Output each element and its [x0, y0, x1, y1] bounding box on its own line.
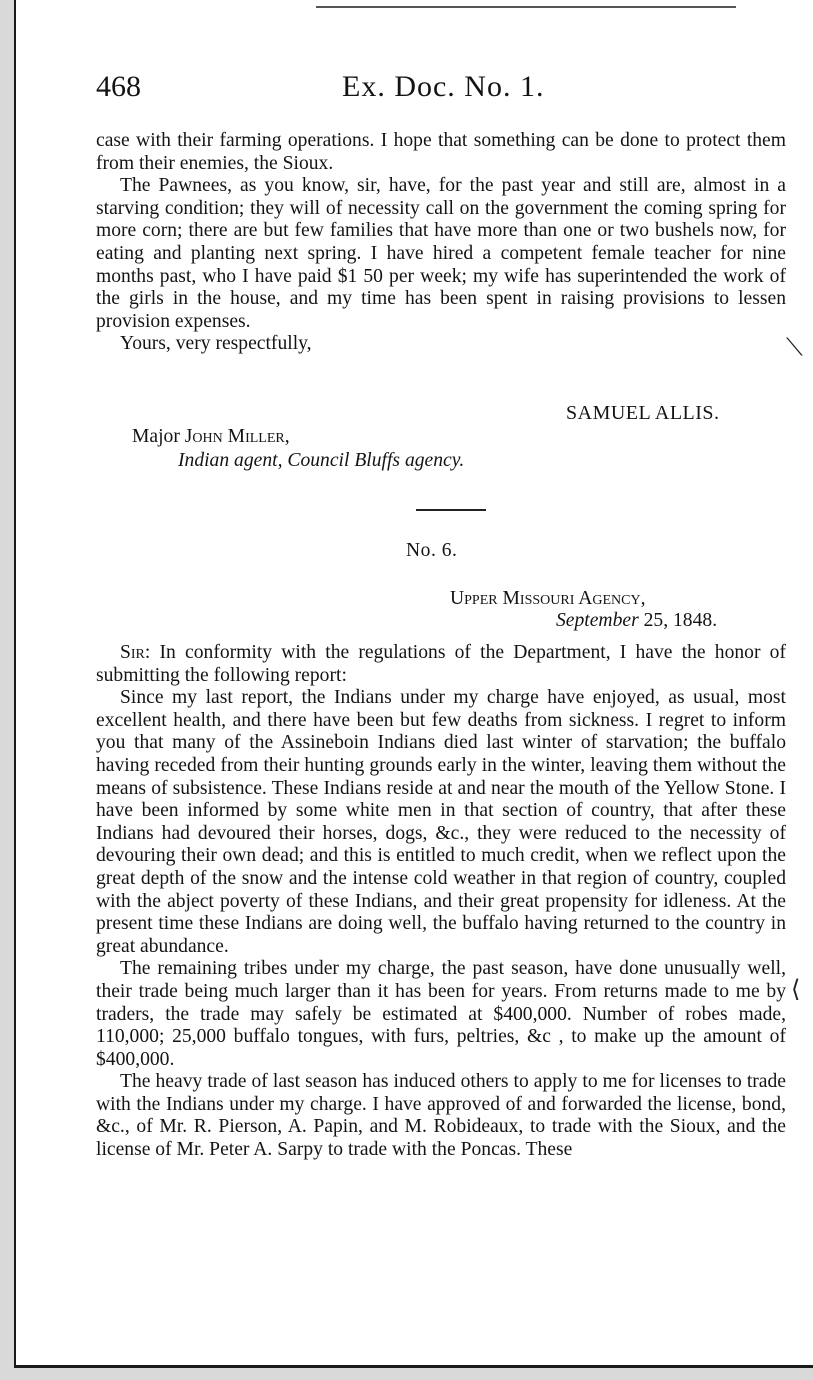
- paragraph: The heavy trade of last season has induced others to apply to me for licenses to trade with the Indians under my charge. I have approved of and forwarded the license, bond, &c., of Mr. R. Pierson, A. Papin, and M. Robideaux, to trade with the Sioux, and the license of Mr. Peter A. Sarpy to trade with the Poncas. These: [96, 1071, 786, 1161]
- date-month: September: [556, 610, 639, 631]
- margin-mark: ⟨: [791, 977, 801, 1003]
- paragraph: The remaining tribes under my charge, the past season, have done unusually well, their trade being much larger than it has been for years. From returns made to me by traders, the trade may safely be estimated at $400,000. Number of robes made, 110,000; 25,000 buffalo tongues, with furs, peltries, &c , to make up the amount of $400,000.: [96, 958, 786, 1070]
- running-header: [96, 70, 796, 110]
- paragraph: [96, 642, 786, 687]
- page-number: 468: [96, 70, 141, 103]
- letter-date: [556, 610, 717, 632]
- addressee-prefix: Major: [132, 426, 180, 447]
- closing: Yours, very respectfully,: [120, 333, 312, 355]
- paragraph: case with their farming operations. I hope that something can be done to protect them from their enemies, the Sioux.: [96, 130, 786, 174]
- top-edge-rule: [316, 6, 736, 8]
- letter-body-1: [96, 130, 786, 356]
- addressee: [132, 426, 290, 448]
- salutation: Sir:: [120, 642, 151, 663]
- paragraph: Since my last report, the Indians under my charge have enjoyed, as usual, most excellent health, and there have been but few deaths from sickness. I regret to inform you that many of the Assineboin Indians died last winter of starvation; the buffalo having receded from their hunting grounds early in the winter, leaving them without the means of subsistence. These Indians reside at and near the mouth of the Yellow Stone. I have been informed by some white men in that section of country, that after these Indians had devoured their horses, dogs, &c., they were reduced to the necessity of devouring their own dead; and this is entitled to much credit, when we reflect upon the great depth of the snow and the intense cold weather in that region of country, coupled with the abject poverty of these Indians, and their great propensity for idleness. At the present time these Indians are doing well, the buffalo having returned to the country in great abundance.: [96, 687, 786, 957]
- section-number: No. 6.: [406, 540, 458, 561]
- date-rest: 25, 1848.: [643, 610, 718, 631]
- document-title: Ex. Doc. No. 1.: [342, 70, 545, 103]
- document-page: [14, 0, 813, 1368]
- agency-heading: Upper Missouri Agency,: [450, 588, 646, 609]
- paragraph-text: In conformity with the regulations of the Department, I have the honor of submitting the following report:: [96, 642, 786, 686]
- paragraph: The Pawnees, as you know, sir, have, for the past year and still are, almost in a starving condition; they will of necessity call on the government the coming spring for more corn; there are but few families that have more than one or two bushels now, for eating and planting next spring. I have hired a competent female teacher for nine months past, who I have paid $1 50 per week; my wife has superintended the work of the girls in the house, and my time has been spent in raising provisions to lessen provision expenses.: [96, 175, 786, 332]
- signature: SAMUEL ALLIS.: [566, 402, 720, 424]
- addressee-title: Indian agent, Council Bluffs agency.: [178, 450, 465, 471]
- addressee-name: John Miller,: [184, 426, 290, 447]
- margin-mark: ⟍: [786, 335, 803, 361]
- section-divider: [416, 509, 486, 511]
- letter-body-2: [96, 642, 786, 1162]
